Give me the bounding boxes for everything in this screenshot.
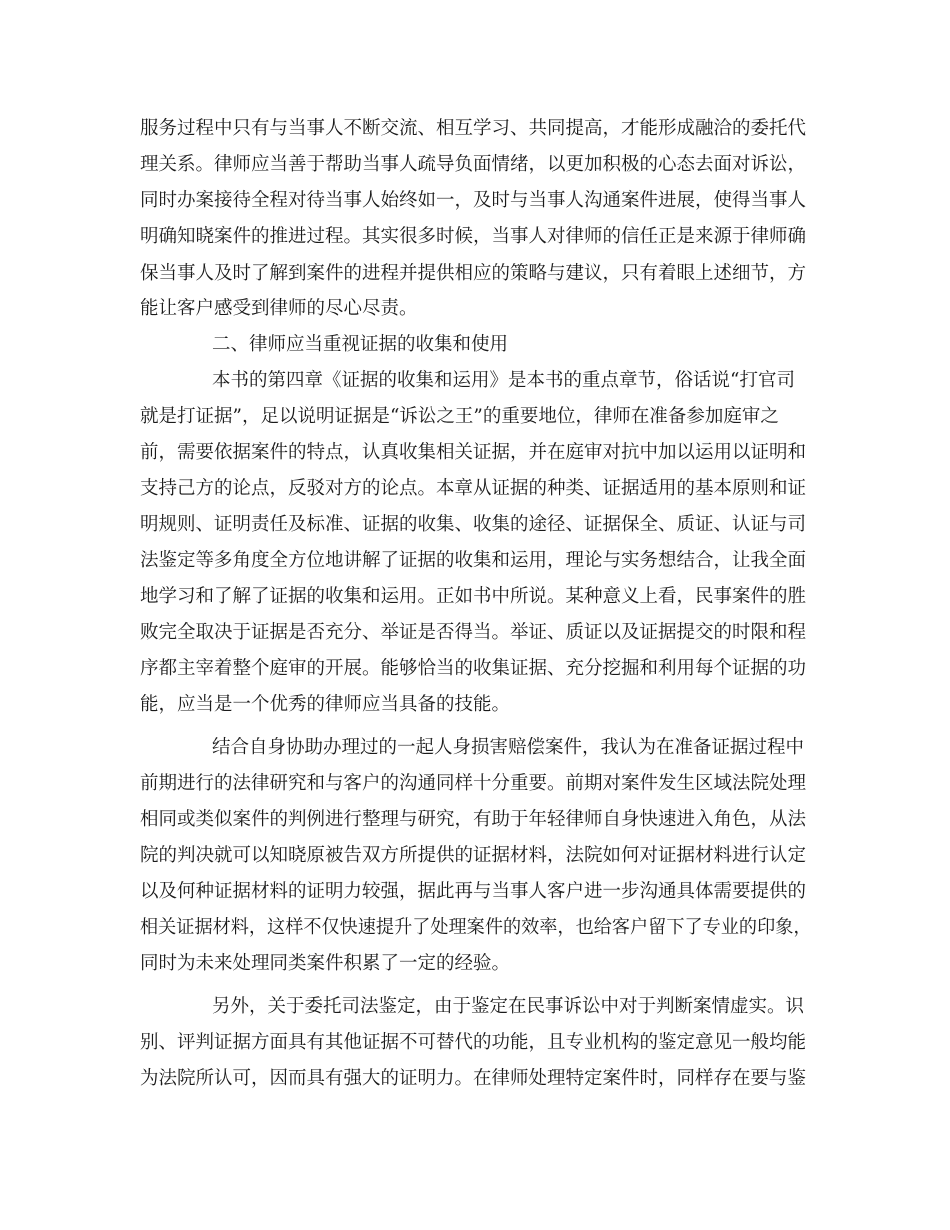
text-line: 别、评判证据方面具有其他证据不可替代的功能，且专业机构的鉴定意见一般均能 [140, 1032, 807, 1053]
text-line: 结合自身协助办理过的一起人身损害赔偿案件，我认为在准备证据过程中 [212, 737, 805, 758]
text-line: 以及何种证据材料的证明力较强，据此再与当事人客户进一步沟通具体需要提供的 [140, 881, 807, 902]
text-line: 另外，关于委托司法鉴定，由于鉴定在民事诉讼中对于判断案情虚实。识 [212, 996, 805, 1017]
text-line: 同时办案接待全程对待当事人始终如一，及时与当事人沟通案件进展，使得当事人 [140, 190, 807, 211]
text-line: 前期进行的法律研究和与客户的沟通同样十分重要。前期对案件发生区域法院处理 [140, 773, 807, 794]
text-line: 为法院所认可，因而具有强大的证明力。在律师处理特定案件时，同样存在要与鉴 [140, 1068, 807, 1089]
text-line: 理关系。律师应当善于帮助当事人疏导负面情绪，以更加积极的心态去面对诉讼， [140, 154, 807, 175]
text-line: 院的判决就可以知晓原被告双方所提供的证据材料，法院如何对证据材料进行认定 [140, 845, 807, 866]
text-line: 保当事人及时了解到案件的进程并提供相应的策略与建议，只有着眼上述细节，方 [140, 263, 807, 284]
text-line: 就是打证据”，足以说明证据是“诉讼之王”的重要地位，律师在准备参加庭审之 [140, 406, 779, 427]
text-line: 败完全取决于证据是否充分、举证是否得当。举证、质证以及证据提交的时限和程 [140, 622, 807, 643]
text-line: 能让客户感受到律师的尽心尽责。 [140, 298, 418, 319]
text-line: 序都主宰着整个庭审的开展。能够恰当的收集证据、充分挖掘和利用每个证据的功 [140, 658, 807, 679]
text-line: 前，需要依据案件的特点，认真收集相关证据，并在庭审对抗中加以运用以证明和 [140, 442, 807, 463]
text-line: 能，应当是一个优秀的律师应当具备的技能。 [140, 694, 511, 715]
text-line: 明确知晓案件的推进过程。其实很多时候，当事人对律师的信任正是来源于律师确 [140, 226, 807, 247]
text-line: 本书的第四章《证据的收集和运用》是本书的重点章节，俗话说“打官司 [212, 370, 795, 391]
text-line: 相同或类似案件的判例进行整理与研究，有助于年轻律师自身快速进入角色，从法 [140, 809, 807, 830]
text-line: 服务过程中只有与当事人不断交流、相互学习、共同提高，才能形成融洽的委托代 [140, 118, 807, 139]
text-line: 同时为未来处理同类案件积累了一定的经验。 [140, 953, 511, 974]
text-line: 地学习和了解了证据的收集和运用。正如书中所说。某种意义上看，民事案件的胜 [140, 586, 807, 607]
text-line: 法鉴定等多角度全方位地讲解了证据的收集和运用，理论与实务想结合，让我全面 [140, 550, 807, 571]
text-line: 支持己方的论点，反驳对方的论点。本章从证据的种类、证据适用的基本原则和证 [140, 478, 807, 499]
text-line: 相关证据材料，这样不仅快速提升了处理案件的效率，也给客户留下了专业的印象， [140, 917, 812, 938]
text-line: 明规则、证明责任及标准、证据的收集、收集的途径、证据保全、质证、认证与司 [140, 514, 807, 535]
section-heading: 二、律师应当重视证据的收集和使用 [212, 334, 509, 355]
